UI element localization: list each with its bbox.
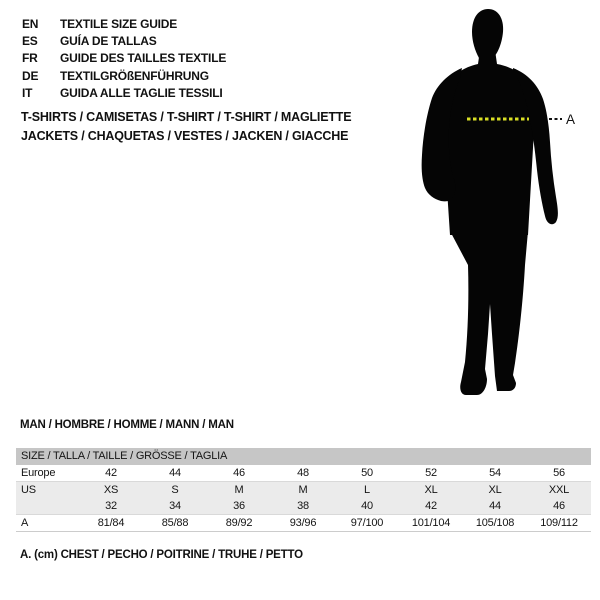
garment-categories <box>21 108 351 146</box>
row-label <box>16 498 79 514</box>
row-label: US <box>21 484 36 496</box>
size-table <box>16 448 591 532</box>
guide-title: GUIDA ALLE TAGLIE TESSILI <box>60 85 223 100</box>
language-row-fr <box>22 50 226 67</box>
cell: 109/112 <box>540 517 578 529</box>
silhouette-legs <box>450 231 528 395</box>
cell: 81/84 <box>97 517 125 529</box>
measure-label-a: A <box>566 112 575 127</box>
cell: M <box>298 484 308 496</box>
language-title-list <box>22 15 226 101</box>
cell: XS <box>103 484 119 496</box>
cell: XXL <box>548 484 570 496</box>
language-row-es <box>22 32 226 49</box>
footnote-chest-legend: A. (cm) CHEST / PECHO / POITRINE / TRUHE / PETTO <box>20 549 303 561</box>
silhouette-shapes <box>422 9 558 395</box>
language-row-de <box>22 67 226 84</box>
cell: 34 <box>169 500 181 512</box>
category-jackets: JACKETS / CHAQUETAS / VESTES / JACKEN / GIACCHE <box>21 129 349 143</box>
cell: 85/88 <box>161 517 189 529</box>
guide-title: TEXTILE SIZE GUIDE <box>60 16 178 31</box>
size-table-header: SIZE / TALLA / TAILLE / GRÖSSE / TAGLIA <box>16 448 591 465</box>
cell: 42 <box>105 467 117 479</box>
table-row-chest-cm <box>16 515 591 531</box>
cell: 52 <box>425 467 437 479</box>
section-title-man: MAN / HOMBRE / HOMME / MANN / MAN <box>20 419 234 431</box>
cell: 50 <box>361 467 373 479</box>
cell: 42 <box>425 500 437 512</box>
cell: 97/100 <box>350 517 384 529</box>
cell: 44 <box>489 500 501 512</box>
cell: 36 <box>233 500 245 512</box>
language-code: FR <box>22 51 38 66</box>
cell: XL <box>488 484 502 496</box>
table-row-unlabeled <box>16 498 591 515</box>
cell: 44 <box>169 467 181 479</box>
cell: 101/104 <box>411 517 451 529</box>
cell: L <box>364 484 370 496</box>
cell: 46 <box>553 500 565 512</box>
cell: 105/108 <box>475 517 515 529</box>
guide-title: TEXTILGRÖßENFÜHRUNG <box>60 68 209 83</box>
category-tshirts: T-SHIRTS / CAMISETAS / T-SHIRT / T-SHIRT / MAGLIETTE <box>21 110 352 124</box>
cell: XL <box>424 484 438 496</box>
cell: 38 <box>297 500 309 512</box>
table-row-europe <box>16 465 591 482</box>
cell: 56 <box>553 467 565 479</box>
language-code: DE <box>22 68 39 83</box>
row-label: Europe <box>21 467 56 479</box>
language-row-en <box>22 15 226 32</box>
cell: S <box>171 484 179 496</box>
guide-title: GUIDE DES TAILLES TEXTILE <box>60 51 227 66</box>
language-row-it <box>22 84 226 101</box>
cell: M <box>234 484 244 496</box>
cell: 32 <box>105 500 117 512</box>
table-row-us <box>16 482 591 498</box>
row-label: A <box>21 517 29 529</box>
cell: 54 <box>489 467 501 479</box>
guide-title: GUÍA DE TALLAS <box>60 33 157 48</box>
cell: 48 <box>297 467 309 479</box>
cell: 89/92 <box>225 517 253 529</box>
language-code: ES <box>22 33 38 48</box>
cell: 40 <box>361 500 373 512</box>
cell: 46 <box>233 467 245 479</box>
cell: 93/96 <box>289 517 317 529</box>
language-code: IT <box>22 85 33 100</box>
language-code: EN <box>22 16 39 31</box>
man-silhouette <box>410 2 600 400</box>
